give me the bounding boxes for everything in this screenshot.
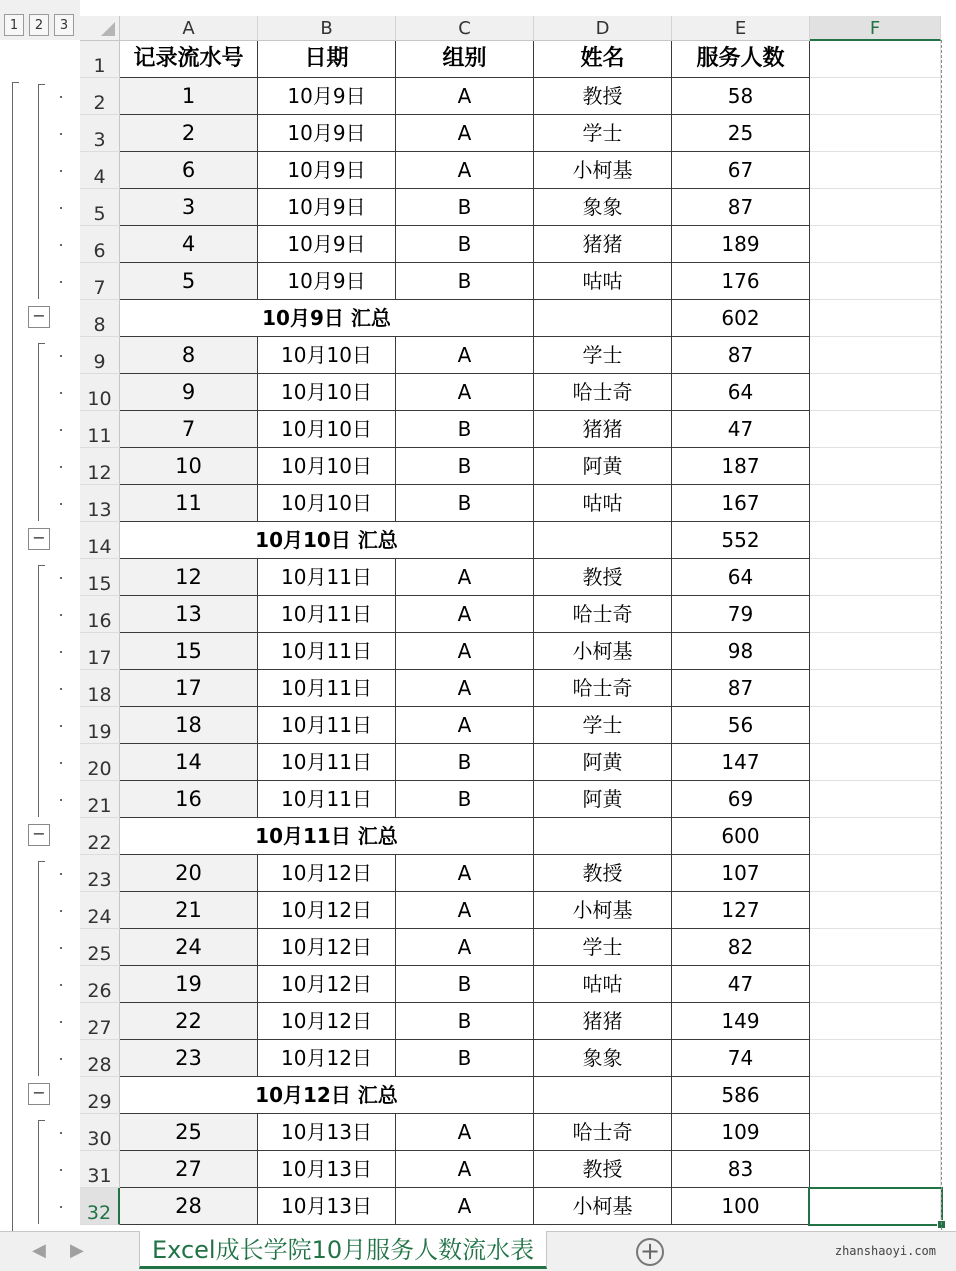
cell-a[interactable]: 22 [120, 1003, 258, 1040]
cell-d[interactable]: 小柯基 [534, 633, 672, 670]
cell-d[interactable]: 小柯基 [534, 892, 672, 929]
cell-b[interactable]: 10月12日 [258, 966, 396, 1003]
cell-a[interactable]: 10 [120, 448, 258, 485]
cell-d[interactable]: 咕咕 [534, 263, 672, 300]
cell-d[interactable] [534, 300, 672, 337]
cell-b[interactable]: 10月11日 [258, 633, 396, 670]
cell-c[interactable]: B [396, 263, 534, 300]
outline-dot [60, 355, 62, 357]
row-header[interactable]: 18 [80, 670, 120, 707]
cell-c[interactable]: B [396, 448, 534, 485]
header-cell[interactable]: 日期 [258, 41, 396, 78]
outline-dot [60, 1169, 62, 1171]
cell-f[interactable] [810, 892, 941, 929]
header-cell[interactable]: 记录流水号 [120, 41, 258, 78]
collapse-group-button[interactable]: − [28, 306, 50, 328]
cell-e[interactable]: 98 [672, 633, 810, 670]
cell-c[interactable]: A [396, 855, 534, 892]
row-header[interactable]: 27 [80, 1003, 120, 1040]
cell-d[interactable]: 猪猪 [534, 411, 672, 448]
row-header[interactable]: 10 [80, 374, 120, 411]
cell-b[interactable]: 10月12日 [258, 855, 396, 892]
cell-a[interactable]: 8 [120, 337, 258, 374]
outline-dot [60, 614, 62, 616]
cell-f[interactable] [810, 707, 941, 744]
sheet-tab-active[interactable]: Excel成长学院10月服务人数流水表 [139, 1231, 547, 1269]
cell-a[interactable]: 23 [120, 1040, 258, 1077]
cell-a[interactable]: 6 [120, 152, 258, 189]
cell-e[interactable]: 74 [672, 1040, 810, 1077]
cell-f[interactable] [810, 966, 941, 1003]
outline-dot [60, 133, 62, 135]
cell-f[interactable] [810, 189, 941, 226]
cell-d[interactable]: 哈士奇 [534, 374, 672, 411]
row-header[interactable]: 6 [80, 226, 120, 263]
cell-b[interactable]: 10月10日 [258, 374, 396, 411]
column-header-c[interactable]: C [396, 16, 534, 41]
cell-b[interactable]: 10月11日 [258, 670, 396, 707]
cell-d[interactable]: 学士 [534, 929, 672, 966]
cell-a[interactable]: 1 [120, 78, 258, 115]
outline-group-bracket [38, 343, 45, 521]
cell-c[interactable]: A [396, 1188, 534, 1225]
header-cell[interactable]: 姓名 [534, 41, 672, 78]
outline-dot [60, 96, 62, 98]
cell-e[interactable]: 176 [672, 263, 810, 300]
row-header[interactable]: 14 [80, 522, 120, 559]
prev-sheet-arrow-icon[interactable]: ◀ [32, 1240, 46, 1261]
outline-dot [60, 984, 62, 986]
cell-a[interactable]: 4 [120, 226, 258, 263]
row-header[interactable]: 3 [80, 115, 120, 152]
outline-group-bracket [38, 565, 45, 817]
row-header[interactable]: 4 [80, 152, 120, 189]
subtotal-label[interactable]: 10月9日 汇总 [120, 300, 534, 337]
cell-d[interactable]: 咕咕 [534, 485, 672, 522]
cell-c[interactable]: B [396, 485, 534, 522]
outline-group-bracket [38, 861, 45, 1076]
outline-gutter [0, 40, 80, 1231]
cell-e[interactable]: 149 [672, 1003, 810, 1040]
cell-e[interactable]: 87 [672, 189, 810, 226]
cell-f[interactable] [810, 1003, 941, 1040]
cell-b[interactable]: 10月10日 [258, 448, 396, 485]
cell-a[interactable]: 2 [120, 115, 258, 152]
cell-d[interactable]: 咕咕 [534, 966, 672, 1003]
row-header[interactable]: 24 [80, 892, 120, 929]
cell-c[interactable]: B [396, 226, 534, 263]
cell-f[interactable] [810, 633, 941, 670]
outline-group-bracket [38, 1120, 45, 1224]
cell-b[interactable]: 10月10日 [258, 411, 396, 448]
outline-level-2-button[interactable]: 2 [29, 14, 49, 36]
cell-c[interactable]: B [396, 966, 534, 1003]
cell-a[interactable]: 21 [120, 892, 258, 929]
outline-group-bracket [38, 84, 45, 299]
cell-e[interactable]: 25 [672, 115, 810, 152]
cell-a[interactable]: 25 [120, 1114, 258, 1151]
column-header-b[interactable]: B [258, 16, 396, 41]
cell-a[interactable]: 16 [120, 781, 258, 818]
cell-c[interactable]: A [396, 929, 534, 966]
spreadsheet-grid[interactable] [80, 0, 956, 1231]
row-header[interactable]: 8 [80, 300, 120, 337]
cell-f[interactable] [810, 115, 941, 152]
cell-f[interactable] [810, 152, 941, 189]
subtotal-value[interactable]: 552 [672, 522, 810, 559]
cell-d[interactable]: 哈士奇 [534, 670, 672, 707]
row-header[interactable]: 19 [80, 707, 120, 744]
outline-dot [60, 577, 62, 579]
cell-d[interactable]: 猪猪 [534, 226, 672, 263]
cell-e[interactable]: 87 [672, 670, 810, 707]
cell-f[interactable] [810, 559, 941, 596]
cell-e[interactable]: 58 [672, 78, 810, 115]
cell-e[interactable]: 147 [672, 744, 810, 781]
cell-a[interactable]: 17 [120, 670, 258, 707]
outline-dot [60, 466, 62, 468]
outline-dot [60, 1021, 62, 1023]
outline-dot [60, 170, 62, 172]
cell-b[interactable]: 10月11日 [258, 744, 396, 781]
cell-c[interactable]: A [396, 633, 534, 670]
cell-b[interactable]: 10月13日 [258, 1151, 396, 1188]
cell-f[interactable] [810, 1040, 941, 1077]
outline-dot [60, 873, 62, 875]
subtotal-value[interactable]: 600 [672, 818, 810, 855]
cell-f[interactable] [810, 411, 941, 448]
outline-dot [60, 503, 62, 505]
cell-f[interactable] [810, 41, 941, 78]
cell-c[interactable]: A [396, 115, 534, 152]
row-header[interactable]: 16 [80, 596, 120, 633]
cell-f[interactable] [810, 78, 941, 115]
row-header[interactable]: 23 [80, 855, 120, 892]
row-header[interactable]: 29 [80, 1077, 120, 1114]
row-header[interactable]: 25 [80, 929, 120, 966]
outline-level-1-button[interactable]: 1 [4, 14, 24, 36]
row-header[interactable]: 32 [80, 1188, 120, 1225]
cell-f[interactable] [810, 485, 941, 522]
outline-dot [60, 392, 62, 394]
cell-f[interactable] [810, 448, 941, 485]
cell-c[interactable]: B [396, 1040, 534, 1077]
cell-f[interactable] [810, 522, 941, 559]
cell-e[interactable]: 83 [672, 1151, 810, 1188]
row-header[interactable]: 30 [80, 1114, 120, 1151]
cell-c[interactable]: B [396, 744, 534, 781]
cell-a[interactable]: 24 [120, 929, 258, 966]
cell-b[interactable]: 10月12日 [258, 1003, 396, 1040]
row-header[interactable]: 11 [80, 411, 120, 448]
cell-c[interactable]: B [396, 781, 534, 818]
cell-a[interactable]: 5 [120, 263, 258, 300]
cell-c[interactable]: A [396, 374, 534, 411]
cell-c[interactable]: B [396, 1003, 534, 1040]
column-header-f[interactable]: F [810, 16, 941, 41]
cell-b[interactable]: 10月9日 [258, 263, 396, 300]
cell-b[interactable]: 10月11日 [258, 781, 396, 818]
cell-d[interactable] [534, 1077, 672, 1114]
row-header[interactable]: 1 [80, 41, 120, 78]
cell-f[interactable] [810, 818, 941, 855]
cell-d[interactable]: 哈士奇 [534, 1114, 672, 1151]
cell-f[interactable] [810, 596, 941, 633]
cell-b[interactable]: 10月9日 [258, 189, 396, 226]
cell-e[interactable]: 87 [672, 337, 810, 374]
cell-a[interactable]: 7 [120, 411, 258, 448]
cell-f[interactable] [810, 1114, 941, 1151]
cell-c[interactable]: A [396, 892, 534, 929]
row-header[interactable]: 15 [80, 559, 120, 596]
cell-a[interactable]: 3 [120, 189, 258, 226]
cell-d[interactable]: 教授 [534, 1151, 672, 1188]
cell-c[interactable]: A [396, 1114, 534, 1151]
outline-dot [60, 244, 62, 246]
cell-c[interactable]: A [396, 559, 534, 596]
cell-d[interactable]: 阿黄 [534, 744, 672, 781]
cell-e[interactable]: 64 [672, 374, 810, 411]
watermark: zhanshaoyi.com [834, 1244, 936, 1258]
collapse-group-button[interactable]: − [28, 824, 50, 846]
row-header[interactable]: 31 [80, 1151, 120, 1188]
cell-f[interactable] [810, 300, 941, 337]
selected-cell-f32[interactable] [808, 1187, 943, 1226]
cell-b[interactable]: 10月9日 [258, 78, 396, 115]
cell-d[interactable]: 阿黄 [534, 448, 672, 485]
outline-level-bar [0, 0, 80, 40]
outline-level1-bracket [12, 82, 19, 1233]
subtotal-value[interactable]: 602 [672, 300, 810, 337]
cell-b[interactable]: 10月11日 [258, 707, 396, 744]
cell-f[interactable] [810, 929, 941, 966]
cell-d[interactable]: 学士 [534, 115, 672, 152]
cell-d[interactable]: 阿黄 [534, 781, 672, 818]
row-header[interactable]: 26 [80, 966, 120, 1003]
cell-f[interactable] [810, 226, 941, 263]
cell-d[interactable]: 象象 [534, 1040, 672, 1077]
row-header[interactable]: 20 [80, 744, 120, 781]
cell-a[interactable]: 13 [120, 596, 258, 633]
sheet-tab-bar [0, 1231, 956, 1271]
outline-dot [60, 429, 62, 431]
collapse-group-button[interactable]: − [28, 528, 50, 550]
cell-b[interactable]: 10月9日 [258, 226, 396, 263]
cell-b[interactable]: 10月9日 [258, 115, 396, 152]
row-header[interactable]: 22 [80, 818, 120, 855]
cell-b[interactable]: 10月12日 [258, 929, 396, 966]
cell-e[interactable]: 56 [672, 707, 810, 744]
cell-c[interactable]: A [396, 78, 534, 115]
row-header[interactable]: 9 [80, 337, 120, 374]
cell-e[interactable]: 47 [672, 411, 810, 448]
add-sheet-plus-icon[interactable]: + [636, 1238, 664, 1266]
outline-dot [60, 910, 62, 912]
cell-c[interactable]: A [396, 1151, 534, 1188]
cell-b[interactable]: 10月12日 [258, 1040, 396, 1077]
cell-c[interactable]: B [396, 411, 534, 448]
column-header-e[interactable]: E [672, 16, 810, 41]
row-header[interactable]: 21 [80, 781, 120, 818]
outline-dot [60, 1206, 62, 1208]
cell-d[interactable] [534, 818, 672, 855]
cell-c[interactable]: A [396, 152, 534, 189]
outline-dot [60, 947, 62, 949]
select-all-corner[interactable] [80, 16, 120, 41]
outline-dot [60, 651, 62, 653]
cell-d[interactable]: 象象 [534, 189, 672, 226]
cell-b[interactable]: 10月10日 [258, 337, 396, 374]
cell-d[interactable]: 哈士奇 [534, 596, 672, 633]
collapse-group-button[interactable]: − [28, 1083, 50, 1105]
cell-b[interactable]: 10月12日 [258, 892, 396, 929]
row-header[interactable]: 28 [80, 1040, 120, 1077]
subtotal-label[interactable]: 10月12日 汇总 [120, 1077, 534, 1114]
column-header-a[interactable]: A [120, 16, 258, 41]
cell-e[interactable]: 64 [672, 559, 810, 596]
cell-d[interactable]: 小柯基 [534, 1188, 672, 1225]
cell-a[interactable]: 12 [120, 559, 258, 596]
cell-d[interactable] [534, 522, 672, 559]
cell-a[interactable]: 27 [120, 1151, 258, 1188]
row-header[interactable]: 12 [80, 448, 120, 485]
header-cell[interactable]: 组别 [396, 41, 534, 78]
outline-dot [60, 688, 62, 690]
cell-e[interactable]: 107 [672, 855, 810, 892]
cell-d[interactable]: 教授 [534, 78, 672, 115]
cell-e[interactable]: 100 [672, 1188, 810, 1225]
cell-e[interactable]: 127 [672, 892, 810, 929]
cell-e[interactable]: 67 [672, 152, 810, 189]
subtotal-value[interactable]: 586 [672, 1077, 810, 1114]
cell-f[interactable] [810, 781, 941, 818]
outline-dot [60, 799, 62, 801]
cell-e[interactable]: 69 [672, 781, 810, 818]
row-header[interactable]: 13 [80, 485, 120, 522]
subtotal-label[interactable]: 10月11日 汇总 [120, 818, 534, 855]
column-header-d[interactable]: D [534, 16, 672, 41]
cell-f[interactable] [810, 1077, 941, 1114]
cell-d[interactable]: 小柯基 [534, 152, 672, 189]
cell-e[interactable]: 109 [672, 1114, 810, 1151]
subtotal-label[interactable]: 10月10日 汇总 [120, 522, 534, 559]
cell-b[interactable]: 10月13日 [258, 1114, 396, 1151]
cell-e[interactable]: 79 [672, 596, 810, 633]
cell-d[interactable]: 教授 [534, 855, 672, 892]
cell-a[interactable]: 20 [120, 855, 258, 892]
cell-a[interactable]: 18 [120, 707, 258, 744]
outline-level-3-button[interactable]: 3 [54, 14, 74, 36]
page-break-line [941, 40, 942, 1230]
cell-d[interactable]: 猪猪 [534, 1003, 672, 1040]
cell-c[interactable]: A [396, 707, 534, 744]
cell-e[interactable]: 189 [672, 226, 810, 263]
next-sheet-arrow-icon[interactable]: ▶ [70, 1240, 84, 1261]
row-header[interactable]: 17 [80, 633, 120, 670]
cell-a[interactable]: 15 [120, 633, 258, 670]
outline-dot [60, 207, 62, 209]
outline-dot [60, 281, 62, 283]
cell-f[interactable] [810, 263, 941, 300]
cell-c[interactable]: B [396, 189, 534, 226]
cell-a[interactable]: 19 [120, 966, 258, 1003]
cell-a[interactable]: 11 [120, 485, 258, 522]
cell-f[interactable] [810, 855, 941, 892]
cell-d[interactable]: 学士 [534, 337, 672, 374]
cell-b[interactable]: 10月11日 [258, 596, 396, 633]
cell-d[interactable]: 学士 [534, 707, 672, 744]
cell-a[interactable]: 28 [120, 1188, 258, 1225]
outline-dot [60, 1058, 62, 1060]
row-header[interactable]: 5 [80, 189, 120, 226]
cell-f[interactable] [810, 374, 941, 411]
cell-e[interactable]: 82 [672, 929, 810, 966]
cell-e[interactable]: 167 [672, 485, 810, 522]
cell-c[interactable]: A [396, 596, 534, 633]
cell-b[interactable]: 10月9日 [258, 152, 396, 189]
row-header[interactable]: 7 [80, 263, 120, 300]
outline-dot [60, 1132, 62, 1134]
outline-dot [60, 762, 62, 764]
row-header[interactable]: 2 [80, 78, 120, 115]
cell-c[interactable]: A [396, 670, 534, 707]
cell-f[interactable] [810, 744, 941, 781]
cell-b[interactable]: 10月13日 [258, 1188, 396, 1225]
cell-d[interactable]: 教授 [534, 559, 672, 596]
cell-f[interactable] [810, 670, 941, 707]
cell-c[interactable]: A [396, 337, 534, 374]
cell-e[interactable]: 187 [672, 448, 810, 485]
outline-dot [60, 725, 62, 727]
header-cell[interactable]: 服务人数 [672, 41, 810, 78]
cell-f[interactable] [810, 337, 941, 374]
cell-a[interactable]: 9 [120, 374, 258, 411]
cell-f[interactable] [810, 1151, 941, 1188]
cell-e[interactable]: 47 [672, 966, 810, 1003]
cell-a[interactable]: 14 [120, 744, 258, 781]
cell-b[interactable]: 10月10日 [258, 485, 396, 522]
cell-b[interactable]: 10月11日 [258, 559, 396, 596]
